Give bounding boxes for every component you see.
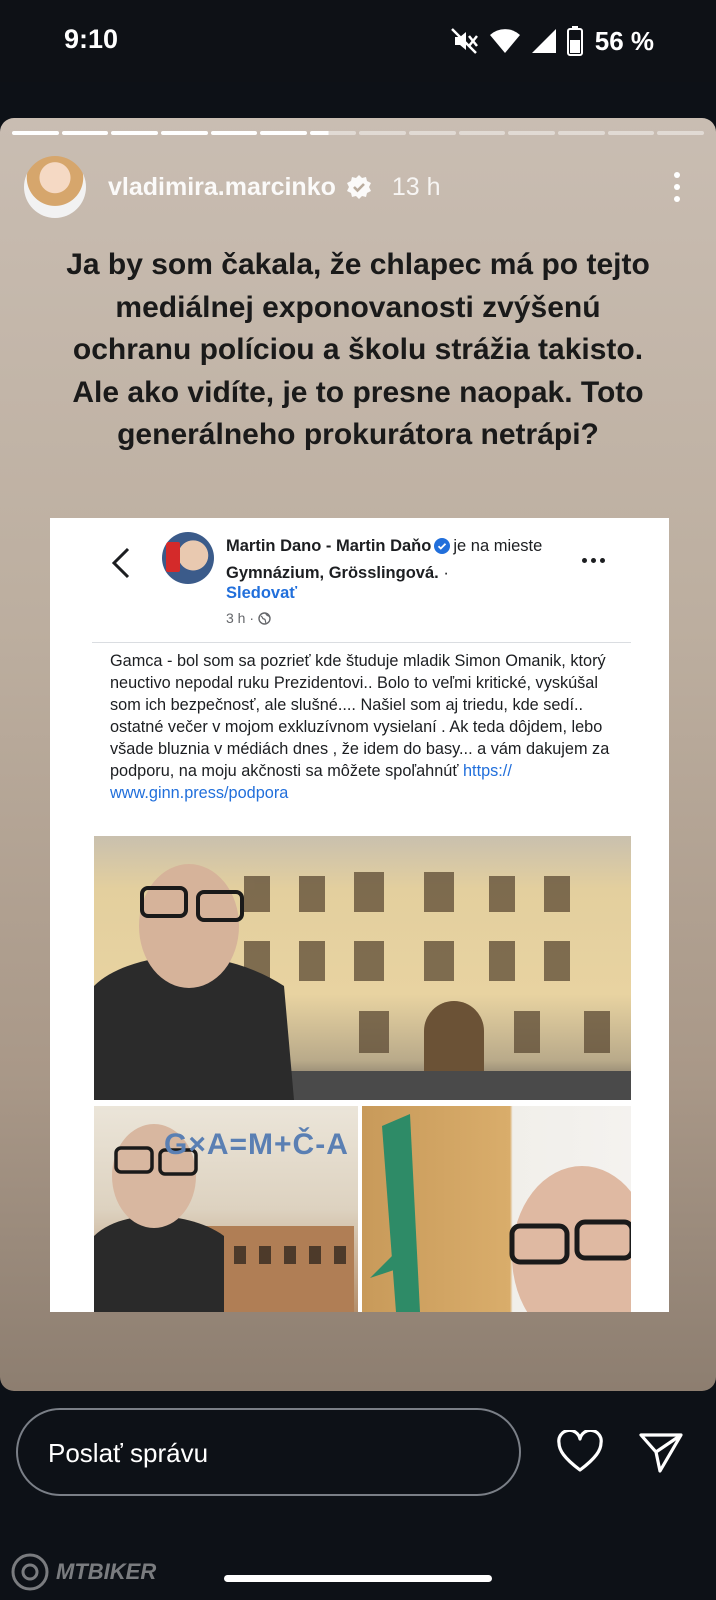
post-header bbox=[226, 534, 566, 585]
signal-icon bbox=[531, 28, 557, 54]
send-icon[interactable] bbox=[638, 1432, 684, 1474]
photo-gamca-sign bbox=[94, 1106, 358, 1312]
photo-sign-text: G×A=M+Č-A bbox=[164, 1128, 349, 1161]
story-progress-segment bbox=[161, 131, 208, 135]
story-progress-segment bbox=[657, 131, 704, 135]
story-progress-segment bbox=[260, 131, 307, 135]
verified-badge-icon bbox=[346, 174, 372, 200]
follow-link: Sledovať bbox=[226, 584, 298, 602]
story-progress-segment bbox=[211, 131, 258, 135]
message-input[interactable] bbox=[16, 1408, 521, 1496]
battery-icon bbox=[567, 26, 583, 56]
status-icons bbox=[449, 24, 654, 58]
embedded-post-screenshot bbox=[50, 518, 669, 1312]
story-header bbox=[24, 156, 692, 218]
story-progress-segment bbox=[359, 131, 406, 135]
avatar[interactable] bbox=[24, 156, 86, 218]
post-author-avatar bbox=[162, 532, 214, 584]
story-progress bbox=[12, 131, 704, 135]
post-author: Martin Dano - Martin Daňo bbox=[226, 537, 432, 555]
post-meta bbox=[226, 610, 271, 626]
back-arrow-icon bbox=[110, 546, 132, 580]
photo-school-building bbox=[94, 836, 631, 1100]
post-more-icon bbox=[582, 558, 605, 563]
story-progress-segment bbox=[310, 131, 357, 135]
story-progress-segment bbox=[558, 131, 605, 135]
battery-percent: 56 % bbox=[594, 25, 654, 56]
more-options-button[interactable] bbox=[662, 167, 692, 207]
story-caption: Ja by som čakala, že chlapec má po tejto mediálnej exponovanosti zvýšenú ochranu políciou a školu strážia takisto. Ale ako vidíte, je to presne naopak. Toto generálneho prokurátora netrápi? bbox=[66, 248, 650, 451]
globe-icon bbox=[258, 612, 271, 625]
photo-classroom-door bbox=[362, 1106, 631, 1312]
story-card[interactable] bbox=[0, 118, 716, 1391]
story-progress-segment bbox=[12, 131, 59, 135]
wifi-icon bbox=[489, 28, 521, 54]
post-body: Gamca - bol som sa pozrieť kde študuje mladik Simon Omanik, ktorý neuctivo nepodal ruku Prezidentovi.. Bolo to veľmi kritické, vyskúšal som ich bezpečnosť, ale slušné.... Našiel som aj triedu, kde sedí.. ostatné večer v mojom exkluzívnom vysielaní . Ak teda dôjdem, lebo všade bluznia v médiách dnes , že idem do basy... a vám dakujem za podporu, na moju akčnosti sa môžete spoľahnúť bbox=[110, 652, 610, 780]
status-bar bbox=[0, 0, 716, 82]
story-progress-segment bbox=[409, 131, 456, 135]
watermark-text: MTBIKER bbox=[56, 1559, 157, 1584]
story-time: 13 h bbox=[391, 172, 441, 201]
story-progress-segment bbox=[459, 131, 506, 135]
heart-icon[interactable] bbox=[556, 1430, 604, 1474]
post-time: 3 h · bbox=[226, 610, 255, 626]
post-photos bbox=[94, 836, 631, 1312]
post-text bbox=[110, 650, 630, 804]
fb-verified-icon bbox=[434, 537, 450, 561]
story-progress-segment bbox=[111, 131, 158, 135]
home-indicator[interactable] bbox=[224, 1575, 492, 1582]
mute-icon bbox=[449, 26, 479, 56]
post-divider bbox=[92, 642, 631, 643]
story-progress-segment bbox=[608, 131, 655, 135]
status-time: 9:10 bbox=[64, 24, 119, 54]
message-placeholder: Poslať správu bbox=[48, 1438, 209, 1468]
story-username[interactable]: vladimira.marcinko bbox=[108, 172, 336, 201]
post-link: https:// www.ginn.press/podpora bbox=[110, 762, 512, 802]
story-progress-segment bbox=[62, 131, 109, 135]
post-location: Gymnázium, Grösslingová. bbox=[226, 564, 439, 582]
post-location-suffix: · bbox=[443, 564, 449, 582]
story-progress-segment bbox=[508, 131, 555, 135]
post-location-prefix: je na mieste bbox=[453, 537, 543, 555]
mtbiker-logo-icon bbox=[10, 1552, 50, 1592]
watermark bbox=[10, 1552, 156, 1592]
